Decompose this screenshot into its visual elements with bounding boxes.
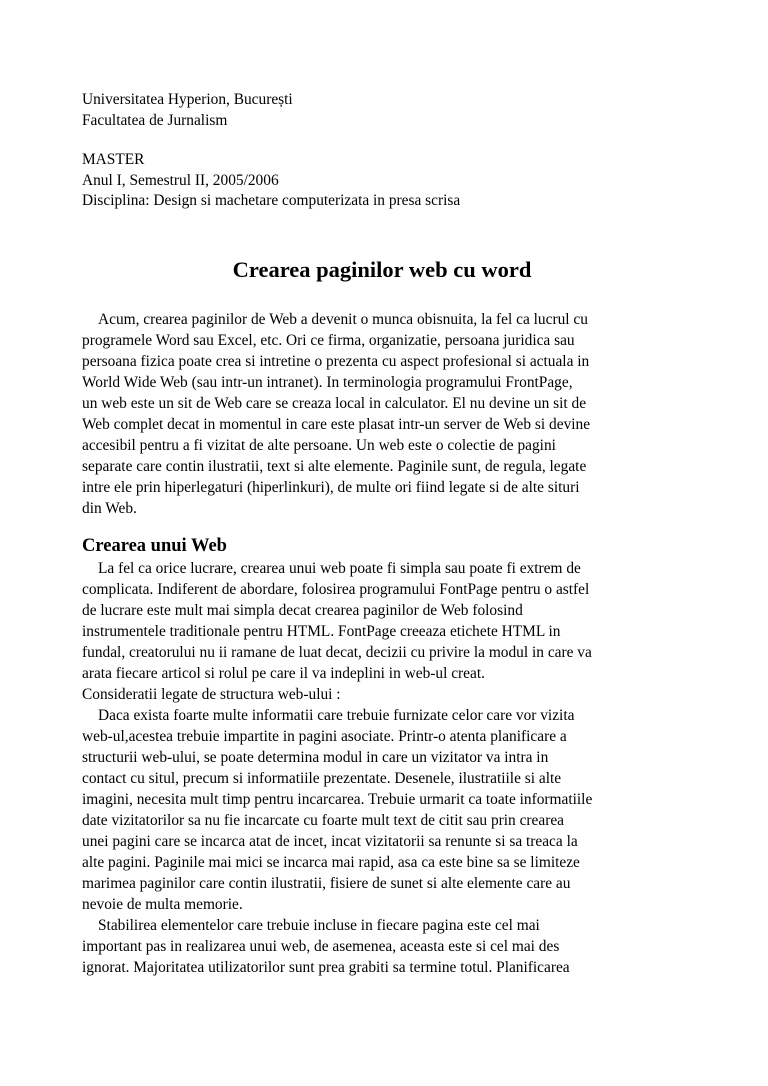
document-page: [82, 90, 682, 978]
section-paragraph-2: [82, 705, 682, 915]
text-line: arata fiecare articol si rolul pe care il va indeplini in web-ul creat.: [82, 664, 485, 682]
text-line: intre ele prin hiperlegaturi (hiperlinkuri), de multe ori fiind legate si de alte situri: [82, 478, 580, 496]
program-name: MASTER: [82, 151, 145, 168]
text-line: ignorat. Majoritatea utilizatorilor sunt prea grabiti sa termine totul. Planificarea: [82, 958, 570, 976]
text-line: La fel ca orice lucrare, crearea unui web poate fi simpla sau poate fi extrem de: [98, 559, 581, 577]
text-line: persoana fizica poate crea si intretine o prezenta cu aspect profesional si actuala in: [82, 352, 590, 370]
text-line: important pas in realizarea unui web, de asemenea, aceasta este si cel mai des: [82, 937, 560, 955]
text-line: World Wide Web (sau intr-un intranet). In terminologia programului FrontPage,: [82, 373, 573, 391]
text-line: instrumentele traditionale pentru HTML. FontPage creeaza etichete HTML in: [82, 622, 561, 640]
text-line: Daca exista foarte multe informatii care trebuie furnizate celor care vor vizita: [98, 706, 575, 724]
text-line: Acum, crearea paginilor de Web a devenit o munca obisnuita, la fel ca lucrul cu: [98, 310, 588, 328]
text-line: programele Word sau Excel, etc. Ori ce firma, organizatie, persoana juridica sau: [82, 331, 575, 349]
faculty-name: Facultatea de Jurnalism: [82, 111, 228, 129]
text-line: nevoie de multa memorie.: [82, 895, 243, 913]
document-header: [82, 90, 682, 212]
text-line: separate care contin ilustratii, text si alte elemente. Paginile sunt, de regula, legate: [82, 457, 587, 475]
text-line: date vizitatorilor sa nu fie incarcate cu foarte mult text de citit sau prin crearea: [82, 811, 565, 829]
text-line: din Web.: [82, 499, 137, 517]
text-line: web-ul,acestea trebuie impartite in pagini asociate. Printr-o atenta planificare a: [82, 727, 567, 745]
text-line: Web complet decat in momentul in care este plasat intr-un server de Web si devine: [82, 415, 591, 433]
document-title: Crearea paginilor web cu word: [232, 256, 532, 282]
section-heading: Crearea unui Web: [82, 535, 227, 556]
text-line: imagini, necesita mult timp pentru incarcarea. Trebuie urmarit ca toate informatiile: [82, 790, 593, 808]
section-paragraph-3: [82, 915, 682, 978]
text-line: fundal, creatorului nu ii ramane de luat decat, decizii cu privire la modul in care va: [82, 643, 592, 661]
section-paragraph-1: [82, 558, 682, 705]
intro-paragraph: [82, 309, 682, 519]
text-line: alte pagini. Paginile mai mici se incarca mai rapid, asa ca este bine sa se limiteze: [82, 853, 580, 871]
text-line: de lucrare este mult mai simpla decat crearea paginilor de Web folosind: [82, 601, 523, 619]
text-line: structurii web-ului, se poate determina modul in care un vizitator va intra in: [82, 748, 549, 766]
text-line: Stabilirea elementelor care trebuie incluse in fiecare pagina este cel mai: [98, 916, 540, 934]
header-spacer: [82, 131, 682, 150]
text-line: complicata. Indiferent de abordare, folosirea programului FontPage pentru o astfel: [82, 580, 590, 598]
considerations-label: Consideratii legate de structura web-ului :: [82, 685, 341, 703]
document-body: [82, 309, 682, 978]
text-line: un web este un sit de Web care se creaza local in calculator. El nu devine un sit de: [82, 394, 587, 412]
university-name: Universitatea Hyperion, București: [82, 91, 293, 108]
text-line: accesibil pentru a fi vizitat de alte persoane. Un web este o colectie de pagini: [82, 436, 556, 454]
text-line: unei pagini care se incarca atat de incet, incat vizitatorii sa renunte si sa treaca la: [82, 832, 578, 850]
text-line: contact cu situl, precum si informatiile prezentate. Desenele, ilustratiile si alte: [82, 769, 562, 787]
year-semester: Anul I, Semestrul II, 2005/2006: [82, 171, 279, 189]
discipline-name: Disciplina: Design si machetare computerizata in presa scrisa: [82, 192, 461, 209]
text-line: marimea paginilor care contin ilustratii, fisiere de sunet si alte elemente care au: [82, 874, 571, 892]
